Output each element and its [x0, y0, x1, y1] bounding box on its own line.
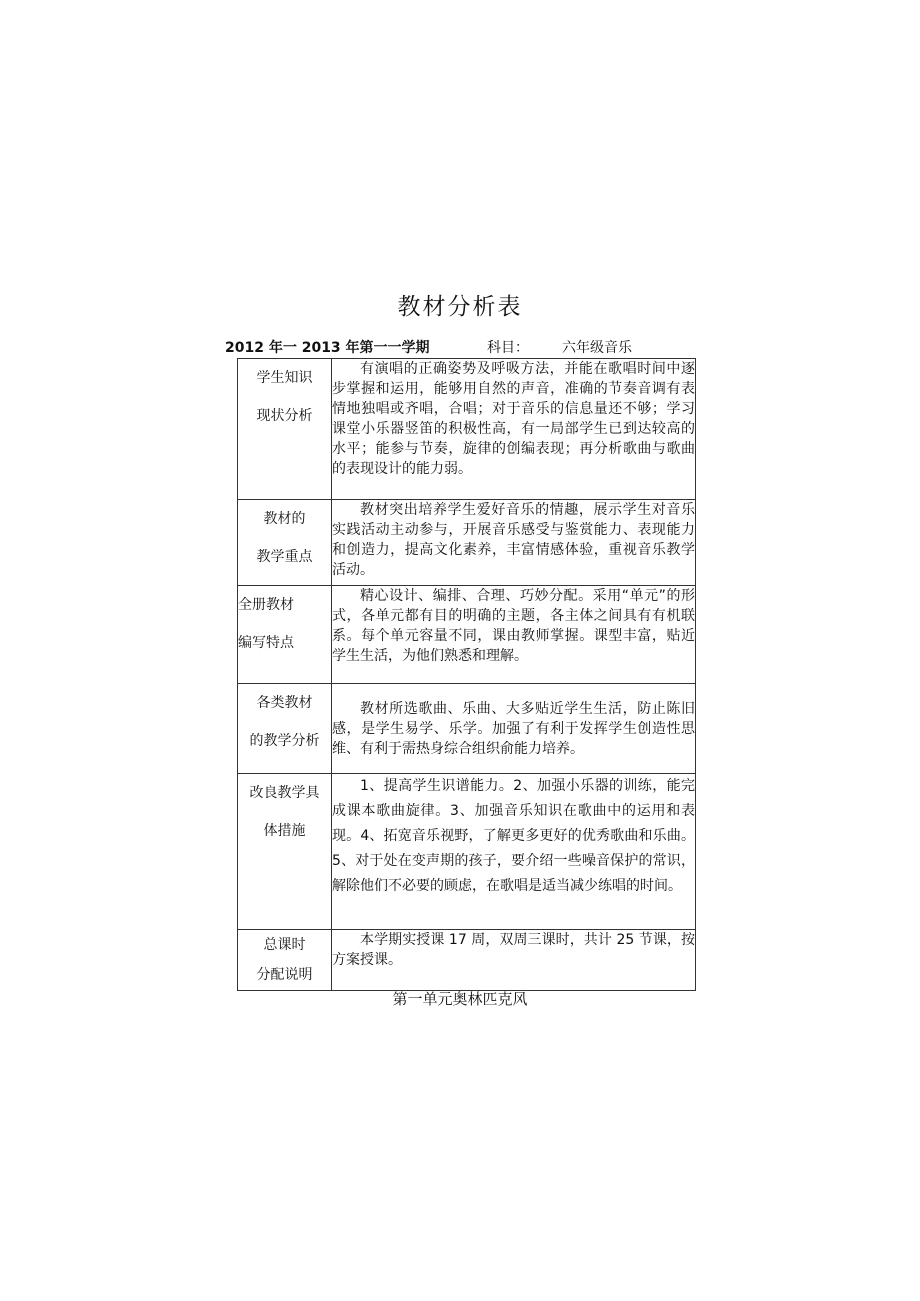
row-content-text: 1、提高学生识谱能力。2、加强小乐器的训练，能完成课本歌曲旋律。3、加强音乐知识在歌曲中的运用和表现。4、拓宽音乐视野，了解更多更好的优秀歌曲和乐曲。5、对于处在变声期的孩子，要介绍一些噪音保护的常识，解除他们不必要的顾虑，在歌唱是适当减少练唱的时间。	[332, 778, 695, 894]
row-label-line: 改良教学具	[249, 785, 320, 801]
row-label	[238, 359, 332, 500]
row-label-line: 学生知识	[256, 370, 313, 386]
row-content	[332, 359, 696, 500]
row-label	[238, 774, 332, 930]
row-label-line: 编写特点	[238, 635, 294, 651]
row-label-line: 各类教材	[256, 695, 313, 711]
row-content	[332, 774, 696, 930]
row-label-line: 现状分析	[256, 408, 313, 424]
row-content-text: 教材突出培养学生爱好音乐的情趣，展示学生对音乐实践活动主动参与，开展音乐感受与鉴赏能力、表现能力和创造力，提高文化素养，丰富情感体验，重视音乐教学活动。	[332, 502, 695, 578]
row-content-text: 有演唱的正确姿势及呼吸方法，并能在歌唱时间中逐步掌握和运用，能够用自然的声音，准确的节奏音调有表情地独唱或齐唱，合唱；对于音乐的信息量还不够；学习课堂小乐器竖笛的积极性高，有一局部学生已到达较高的水平；能参与节奏，旋律的创编表现；再分析歌曲与歌曲的表现设计的能力弱。	[332, 361, 695, 477]
row-label	[238, 684, 332, 774]
row-content-text: 本学期实授课 17 周，双周三课时，共计 25 节课，按方案授课。	[332, 932, 695, 968]
row-content	[332, 500, 696, 586]
row-label	[238, 500, 332, 586]
table-row	[238, 930, 696, 991]
row-content	[332, 684, 696, 774]
row-label	[238, 586, 332, 684]
row-content	[332, 930, 696, 991]
row-label-line: 全册教材	[238, 597, 294, 613]
subject-label: 科目：	[487, 340, 529, 356]
page-title: 教材分析表	[397, 294, 523, 320]
row-content-text: 精心设计、编排、合理、巧妙分配。采用“单元”的形式，各单元都有目的明确的主题，各主体之间具有有机联系。每个单元容量不同，课由教师掌握。课型丰富，贴近学生生活，为他们熟悉和理解。	[332, 588, 695, 664]
table-row	[238, 774, 696, 930]
row-label-line: 的教学分析	[249, 733, 320, 749]
row-label-line: 分配说明	[256, 967, 313, 983]
subject-value: 六年级音乐	[562, 340, 632, 356]
table-row	[238, 586, 696, 684]
term-text: 2012 年一 2013 年第一一学期	[225, 340, 430, 356]
row-label	[238, 930, 332, 991]
table-row	[238, 500, 696, 586]
row-label-line: 教材的	[263, 511, 306, 527]
unit-heading: 第一单元奥林匹克风	[392, 990, 528, 1008]
row-label-line: 体措施	[263, 823, 306, 839]
analysis-table	[237, 358, 696, 991]
row-content-text: 教材所选歌曲、乐曲、大多贴近学生生活，防止陈旧感，是学生易学、乐学。加强了有利于发挥学生创造性思维、有利于需热身综合组织俞能力培养。	[332, 700, 695, 757]
table-row	[238, 684, 696, 774]
row-label-line: 总课时	[263, 937, 306, 953]
table-row	[238, 359, 696, 500]
row-label-line: 教学重点	[256, 549, 313, 565]
row-content	[332, 586, 696, 684]
